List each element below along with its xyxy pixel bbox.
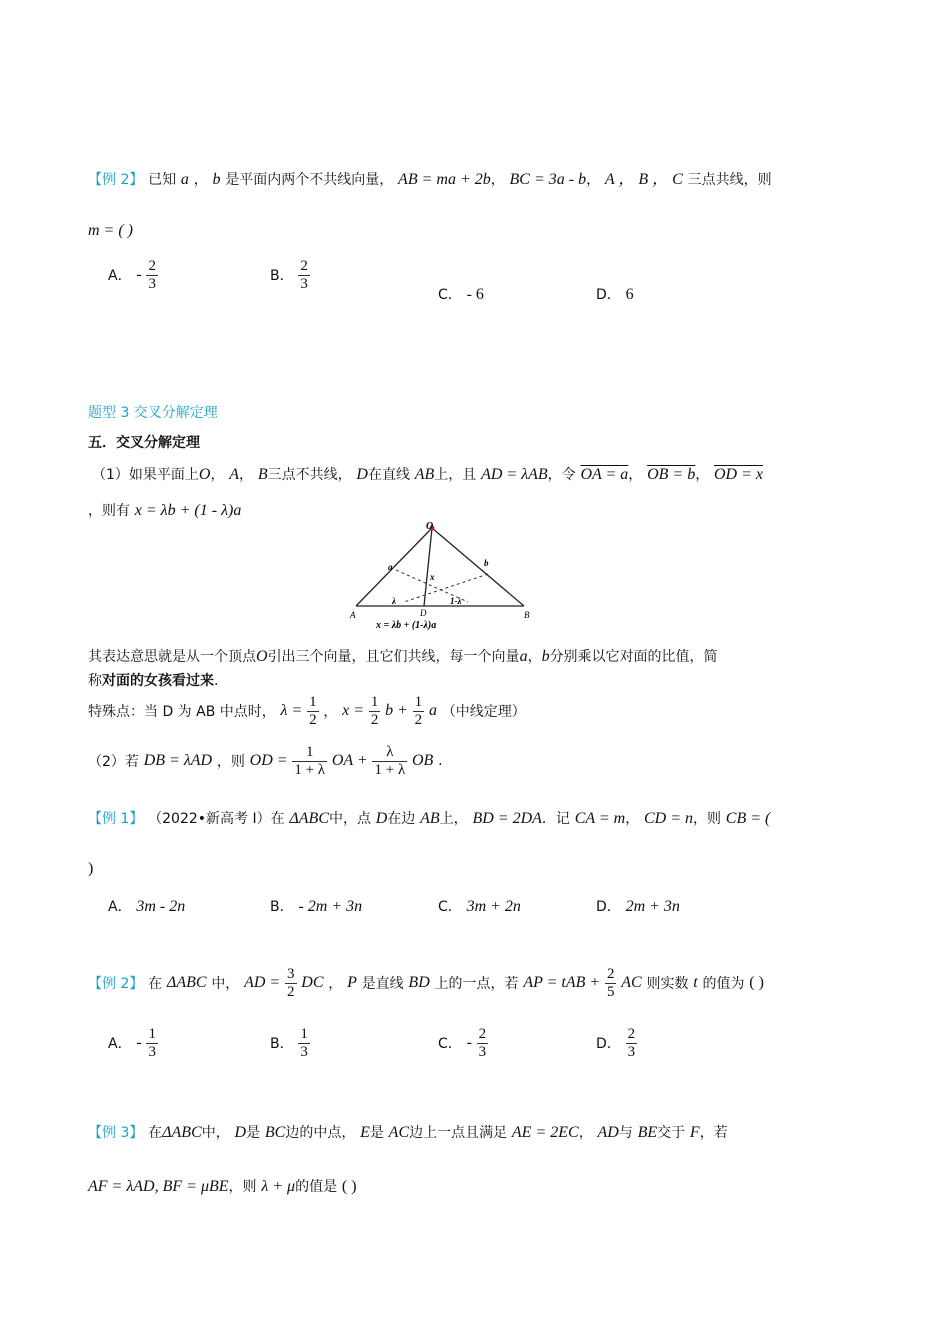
ex1-line1: 【例 1】 （2022•新高考 Ⅰ）在 ΔABC中，点 D在边 AB上， BD = 2DA．记 CA = m， CD = n，则 CB = ( xyxy=(88,810,771,827)
theorem-line1: （1）如果平面上O， A， B三点不共线， D在直线 AB上，且 AD = λAB，令 OA = a， OB = b， OD = x xyxy=(92,466,763,483)
svg-text:a: a xyxy=(388,562,393,572)
ex1-option-b: B． - 2m + 3n xyxy=(270,898,363,915)
ex2-line1: 【例 2】 在 ΔABC 中， AD = $\frac{3}{2}$ DC ， P 是直线 BD 上的一点，若 AP = tAB + $\frac{2}{5}$ AC 则实数 t 的值为 ( ) xyxy=(88,966,764,1000)
ex2-first-m-expr: m = ( ) xyxy=(88,222,134,239)
ex2-first-option-a: A． - $\frac{2}{3}$ xyxy=(108,258,156,292)
theorem-line2: ，则有 x = λb + (1 - λ)a xyxy=(88,502,242,519)
ex3-line1: 【例 3】 在ΔABC中， D是 BC边的中点， E是 AC边上一点且满足 AE = 2EC， AD与 BE交于 F，若 xyxy=(88,1124,728,1141)
explanation-line2: 称对面的女孩看过来. xyxy=(88,673,219,689)
ratio-theorem-line: （2）若 DB = λAD ，则 OD = $\frac{1}{1 + \lambda}$ OA + $\frac{\lambda}{1 + \lambda}$ OB . xyxy=(88,744,443,778)
svg-text:B: B xyxy=(524,610,530,620)
ex1-close-paren: ) xyxy=(88,860,94,877)
ex2-option-c: C． - $\frac{2}{3}$ xyxy=(438,1026,487,1060)
svg-text:λ: λ xyxy=(392,596,396,606)
ex3-line2: AF = λAD, BF = μBE，则 λ + μ的值是 ( ) xyxy=(88,1178,357,1195)
svg-text:x = λb + (1-λ)a: x = λb + (1-λ)a xyxy=(376,620,437,631)
example-tag: 【例 2】 xyxy=(88,172,144,188)
example-tag: 【例 1】 xyxy=(88,811,144,827)
triangle-side-oa xyxy=(356,528,432,606)
example-tag: 【例 3】 xyxy=(88,1125,144,1141)
ex1-option-a: A． 3m - 2n xyxy=(108,898,186,915)
svg-text:b: b xyxy=(484,558,489,568)
ex2-first-option-d: D． 6 xyxy=(596,286,634,303)
section-subtitle: 五．交叉分解定理 xyxy=(88,435,200,451)
ex2-first-line1: 【例 2】 已知 a ， b 是平面内两个不共线向量， AB = ma + 2b， BC = 3a - b， A ， B ， C 三点共线，则 xyxy=(88,171,772,188)
svg-text:O: O xyxy=(426,521,434,532)
ex2-option-a: A． - $\frac{1}{3}$ xyxy=(108,1026,156,1060)
vector-od xyxy=(424,528,432,606)
svg-text:x: x xyxy=(430,572,435,582)
ex1-option-d: D． 2m + 3n xyxy=(596,898,680,915)
triangle-side-ob xyxy=(432,528,524,606)
ex2-option-b: B． $\frac{1}{3}$ xyxy=(270,1026,308,1060)
ex2-first-option-c: C． - 6 xyxy=(438,286,484,303)
vector-triangle-figure xyxy=(348,520,538,632)
svg-text:A: A xyxy=(350,610,356,620)
explanation-line1: 其表达意思就是从一个顶点O引出三个向量，且它们共线，每一个向量a，b分别乘以它对面的比值，简 xyxy=(88,648,718,665)
special-point-line: 特殊点：当 D 为 AB 中点时， λ = $\frac{1}{2}$ ， x = $\frac{1}{2}$ b + $\frac{1}{2}$ a （中线定理） xyxy=(88,694,526,728)
ex2-option-d: D． $\frac{2}{3}$ xyxy=(596,1026,636,1060)
dashed-line-2 xyxy=(404,574,488,602)
section-title: 题型 3 交叉分解定理 xyxy=(88,405,218,421)
svg-text:1-λ: 1-λ xyxy=(450,596,462,606)
svg-text:D: D xyxy=(420,608,427,618)
ex1-option-c: C． 3m + 2n xyxy=(438,898,521,915)
example-tag: 【例 2】 xyxy=(88,976,144,992)
ex2-first-option-b: B． $\frac{2}{3}$ xyxy=(270,258,308,292)
